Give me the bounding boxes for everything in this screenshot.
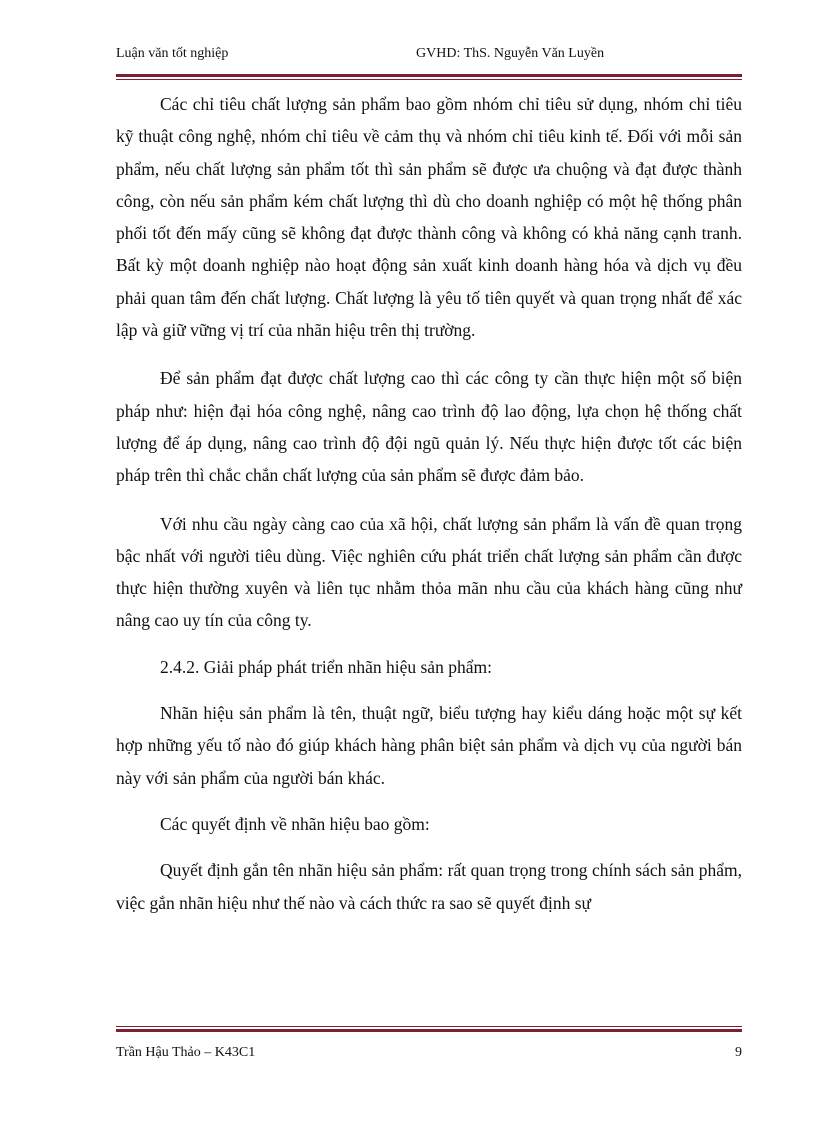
header-rule xyxy=(116,74,742,80)
paragraph: Để sản phẩm đạt được chất lượng cao thì các công ty cần thực hiện một số biện pháp như: hiện đại hóa công nghệ, nâng cao trình độ lao động, lựa chọn hệ thống chất lượng để áp dụng, nâng cao trình độ đội ngũ quản lý. Nếu thực hiện được tốt các biện pháp trên thì chắc chắn chất lượng của sản phẩm sẽ được đảm bảo. xyxy=(116,368,742,486)
page-header xyxy=(116,46,742,70)
footer-rule xyxy=(116,1026,742,1032)
paragraph: Nhãn hiệu sản phẩm là tên, thuật ngữ, biểu tượng hay kiểu dáng hoặc một sự kết hợp những yếu tố nào đó giúp khách hàng phân biệt sản phẩm và dịch vụ của người bán này với sản phẩm của người bán khác. xyxy=(116,703,742,788)
paragraph: Quyết định gắn tên nhãn hiệu sản phẩm: rất quan trọng trong chính sách sản phẩm, việc gắn nhãn hiệu như thế nào và cách thức ra sao sẽ quyết định sự xyxy=(116,860,742,913)
footer-author: Trần Hậu Thảo – K43C1 xyxy=(116,1045,256,1060)
page-number: 9 xyxy=(735,1045,742,1060)
paragraph: Với nhu cầu ngày càng cao của xã hội, chất lượng sản phẩm là vấn đề quan trọng bậc nhất với người tiêu dùng. Việc nghiên cứu phát triển chất lượng sản phẩm cần được thực hiện thường xuyên và liên tục nhằm thỏa mãn nhu cầu của khách hàng cũng như nâng cao uy tín của công ty. xyxy=(116,513,742,631)
paragraph: Các quyết định về nhãn hiệu bao gồm: xyxy=(160,813,430,834)
header-thesis-label: Luận văn tốt nghiệp xyxy=(116,46,229,61)
section-heading: 2.4.2. Giải pháp phát triển nhãn hiệu sản phẩm: xyxy=(160,656,492,677)
page-body xyxy=(116,88,742,919)
page-footer xyxy=(116,1045,742,1069)
paragraph: Các chỉ tiêu chất lượng sản phẩm bao gồm nhóm chỉ tiêu sử dụng, nhóm chỉ tiêu kỹ thuật công nghệ, nhóm chỉ tiêu về cảm thụ và nhóm chỉ tiêu kinh tế. Đối với mỗi sản phẩm, nếu chất lượng sản phẩm tốt thì sản phẩm sẽ được ưa chuộng và đạt được thành công, còn nếu sản phẩm kém chất lượng thì dù cho doanh nghiệp có một hệ thống phân phối tốt đến mấy cũng sẽ không đạt được thành công và không có khả năng cạnh tranh. Bất kỳ một doanh nghiệp nào hoạt động sản xuất kinh doanh hàng hóa và dịch vụ đều phải quan tâm đến chất lượng. Chất lượng là yêu tố tiên quyết và quan trọng nhất để xác lập và giữ vững vị trí của nhãn hiệu trên thị trường. xyxy=(116,94,742,341)
header-advisor: GVHD: ThS. Nguyễn Văn Luyền xyxy=(416,46,605,61)
